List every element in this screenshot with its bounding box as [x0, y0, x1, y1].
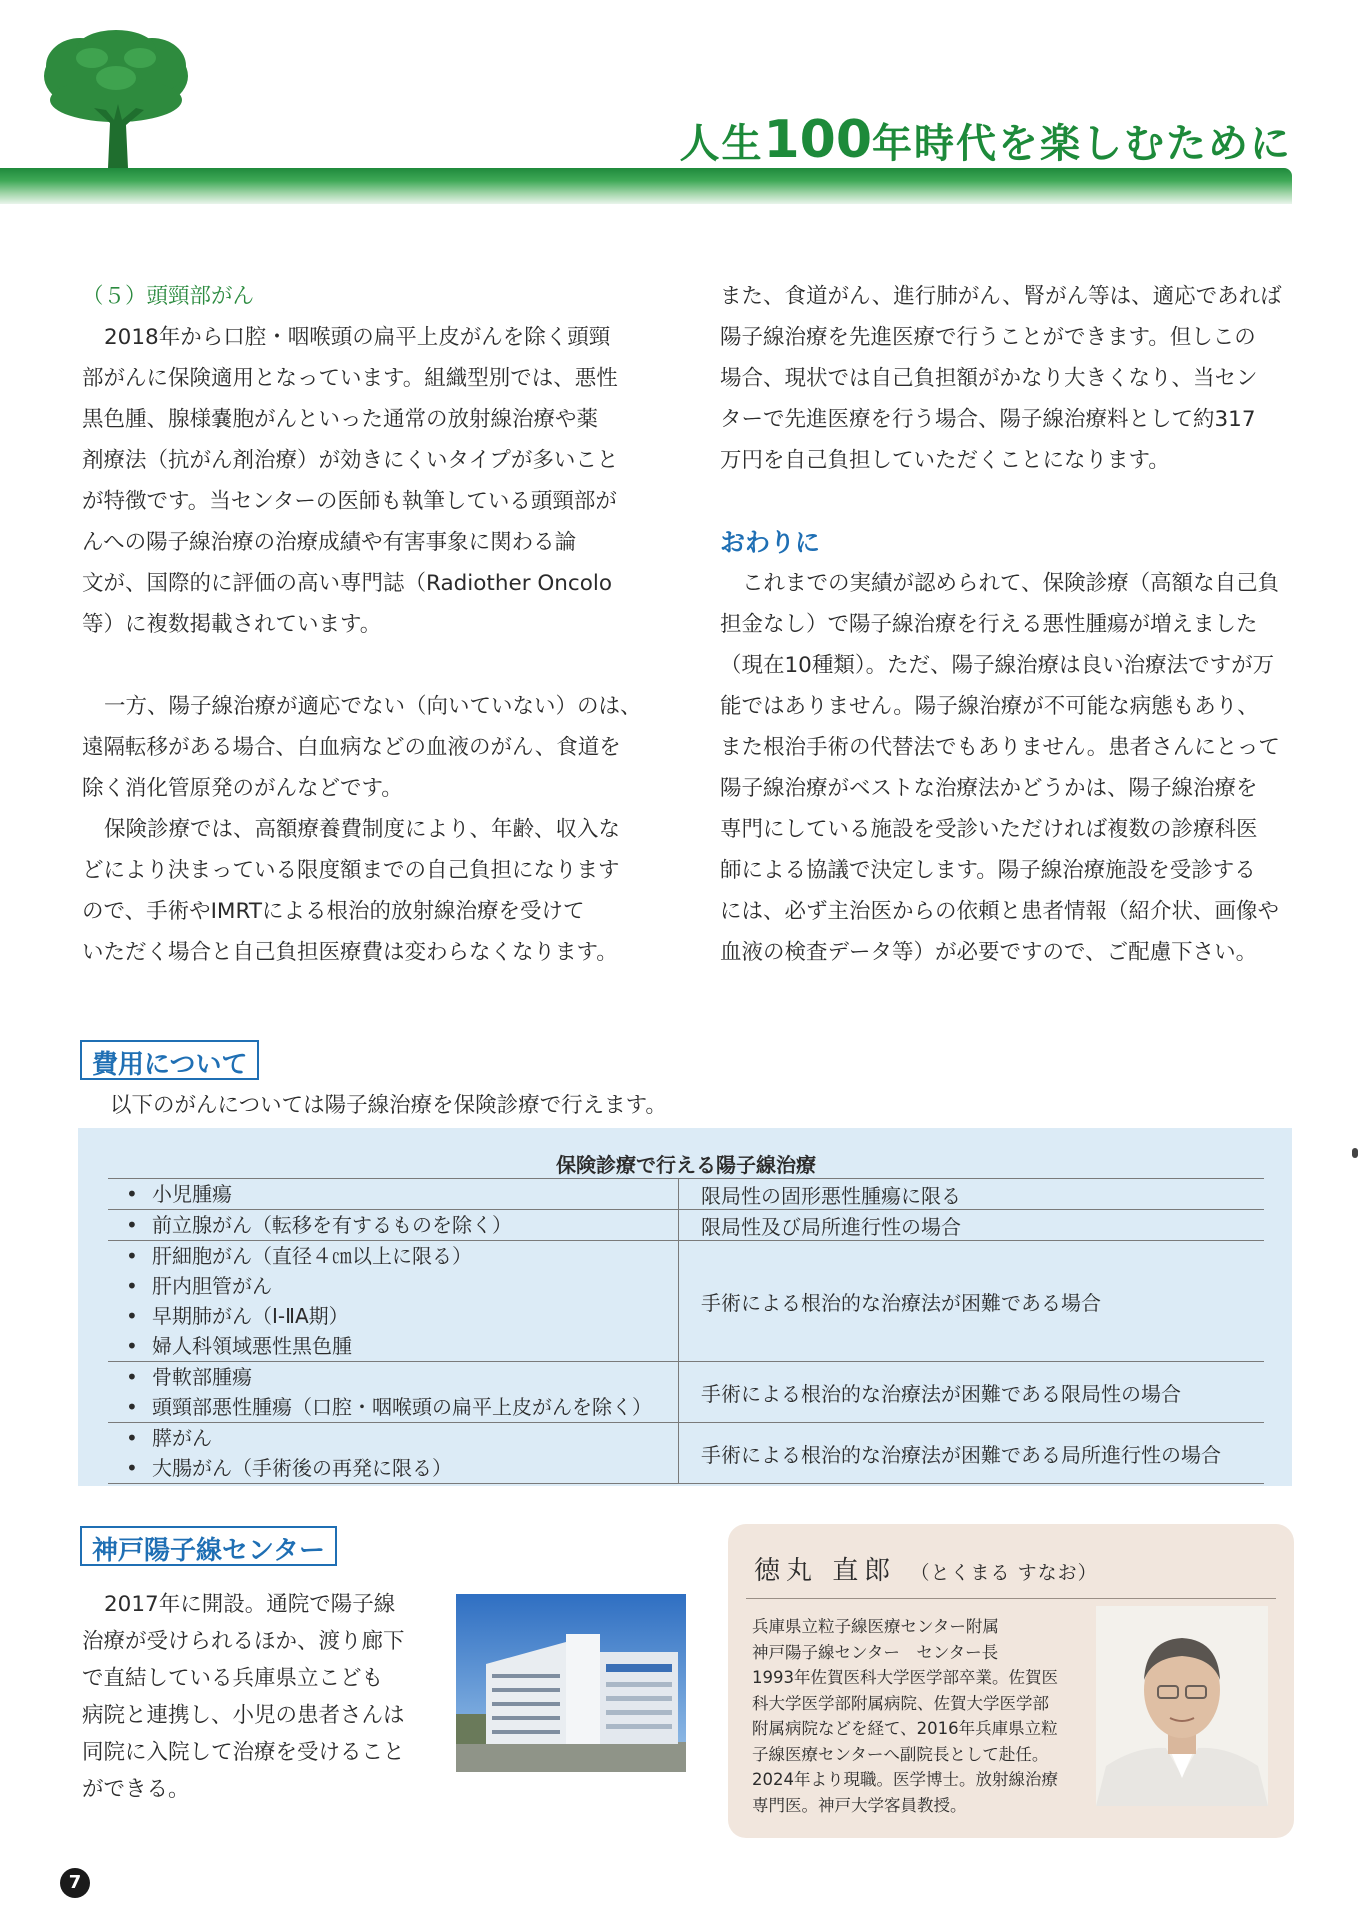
paragraph-advanced-care: また、食道がん、進行肺がん、腎がん等は、適応であれば 陽子線治療を先進医療で行うことができます。但しこの 場合、現状では自己負担額がかなり大きくなり、当セン ターで先進医療を行う場合、陽子線治療料として約317 万円を自己負担していただくことになります。	[720, 284, 1282, 473]
portrait-photo	[1096, 1606, 1268, 1806]
cancer-item: • 骨軟部腫瘍	[130, 1362, 678, 1392]
table-title: 保険診療で行える陽子線治療	[556, 1152, 816, 1177]
table-row	[108, 1210, 1264, 1241]
profile-name-line	[754, 1550, 1098, 1587]
table-row	[108, 1179, 1264, 1210]
header-band	[0, 168, 1292, 204]
profile-card	[728, 1524, 1294, 1838]
cancer-item: • 婦人科領域悪性黒色腫	[130, 1331, 678, 1361]
kobe-description: 2017年に開設。通院で陽子線 治療が受けられるほか、渡り廊下 で直結している兵庫県立こども 病院と連携し、小児の患者さんは 同院に入院して治療を受けること ができる。	[82, 1592, 405, 1802]
edge-mark	[1352, 1148, 1358, 1158]
cancer-item: • 肝細胞がん（直径４㎝以上に限る）	[130, 1241, 678, 1271]
profile-bio: 兵庫県立粒子線医療センター附属 神戸陽子線センター センター長 1993年佐賀医科大学医学部卒業。佐賀医 科大学医学部附属病院、佐賀大学医学部 附属病院などを経て、2016年兵庫県立粒 子線医療センターへ副院長として赴任。 2024年より現職。医学博士。放射線治療 専門医。神戸大学客員教授。	[752, 1617, 1058, 1815]
cancer-item: • 肝内胆管がん	[130, 1271, 678, 1301]
condition-cell: 限局性及び局所進行性の場合	[679, 1210, 1265, 1241]
paragraph-head-neck: 2018年から口腔・咽喉頭の扁平上皮がんを除く頭頸 部がんに保険適用となっています。組織型別では、悪性 黒色腫、腺様嚢胞がんといった通常の放射線治療や薬 剤療法（抗がん剤治療）が効きにくいタイプが多いこと が特徴です。当センターの医師も執筆している頭頸部が んへの陽子線治療の治療成績や有害事象に関わる論 文が、国際的に評価の高い専門誌（Radiother Oncolo 等）に複数掲載されています。	[82, 325, 619, 637]
cancer-item: • 前立腺がん（転移を有するものを除く）	[130, 1210, 678, 1240]
kobe-section-label: 神戸陽子線センター	[80, 1526, 337, 1566]
profile-divider	[746, 1598, 1276, 1599]
paragraph-conclusion: これまでの実績が認められて、保険診療（高額な自己負 担金なし）で陽子線治療を行える悪性腫瘍が増えました （現在10種類）。ただ、陽子線治療は良い治療法ですが万 能ではありません。陽子線治療が不可能な病態もあり、 また根治手術の代替法でもありません。患者さんにとって 陽子線治療がベストな治療法かどうかは、陽子線治療を 専門にしている施設を受診いただければ複数の診療科医 師による協議で決定します。陽子線治療施設を受診する には、必ず主治医からの依頼と患者情報（紹介状、画像や 血液の検査データ等）が必要ですので、ご配慮下さい。	[720, 571, 1280, 965]
page-number: 7	[60, 1868, 90, 1898]
profile-name: 徳丸 直郎	[754, 1556, 897, 1586]
cost-section-label: 費用について	[80, 1040, 259, 1080]
cancer-item: • 早期肺がん（Ⅰ-ⅡA期）	[130, 1301, 678, 1331]
section-heading-head-neck: （５）頭頸部がん	[82, 284, 255, 309]
condition-cell: 手術による根治的な治療法が困難である局所進行性の場合	[679, 1423, 1265, 1484]
left-column	[82, 276, 642, 973]
table-row	[108, 1362, 1264, 1423]
tree-logo-icon	[40, 28, 192, 168]
paragraph-not-indicated: 一方、陽子線治療が適応でない（向いていない）のは、 遠隔転移がある場合、白血病などの血液のがん、食道を 除く消化管原発のがんなどです。	[82, 694, 642, 801]
cancer-item: • 頭頸部悪性腫瘍（口腔・咽喉頭の扁平上皮がんを除く）	[130, 1392, 678, 1422]
condition-cell: 手術による根治的な治療法が困難である限局性の場合	[679, 1362, 1265, 1423]
cancer-item: • 大腸がん（手術後の再発に限る）	[130, 1453, 678, 1483]
table-row	[108, 1423, 1264, 1484]
profile-kana: （とくまる すなお）	[910, 1562, 1098, 1584]
table-row	[108, 1241, 1264, 1362]
right-column	[720, 276, 1282, 973]
insurance-table	[108, 1148, 1264, 1484]
section-heading-conclusion: おわりに	[720, 528, 821, 557]
cost-intro: 以下のがんについては陽子線治療を保険診療で行えます。	[110, 1093, 667, 1118]
paragraph-insurance: 保険診療では、高額療養費制度により、年齢、収入な どにより決まっている限度額までの自己負担になります ので、手術やIMRTによる根治的放射線治療を受けて いただく場合と自己負担医療費は変わらなくなります。	[82, 817, 621, 965]
condition-cell: 限局性の固形悪性腫瘍に限る	[679, 1179, 1265, 1210]
condition-cell: 手術による根治的な治療法が困難である場合	[679, 1241, 1265, 1362]
insurance-table-panel	[78, 1128, 1292, 1486]
page-series-title: 人生100年時代を楽しむために	[679, 110, 1292, 170]
building-photo	[456, 1594, 686, 1772]
cancer-item: • 小児腫瘍	[130, 1179, 678, 1209]
cancer-item: • 膵がん	[130, 1423, 678, 1453]
